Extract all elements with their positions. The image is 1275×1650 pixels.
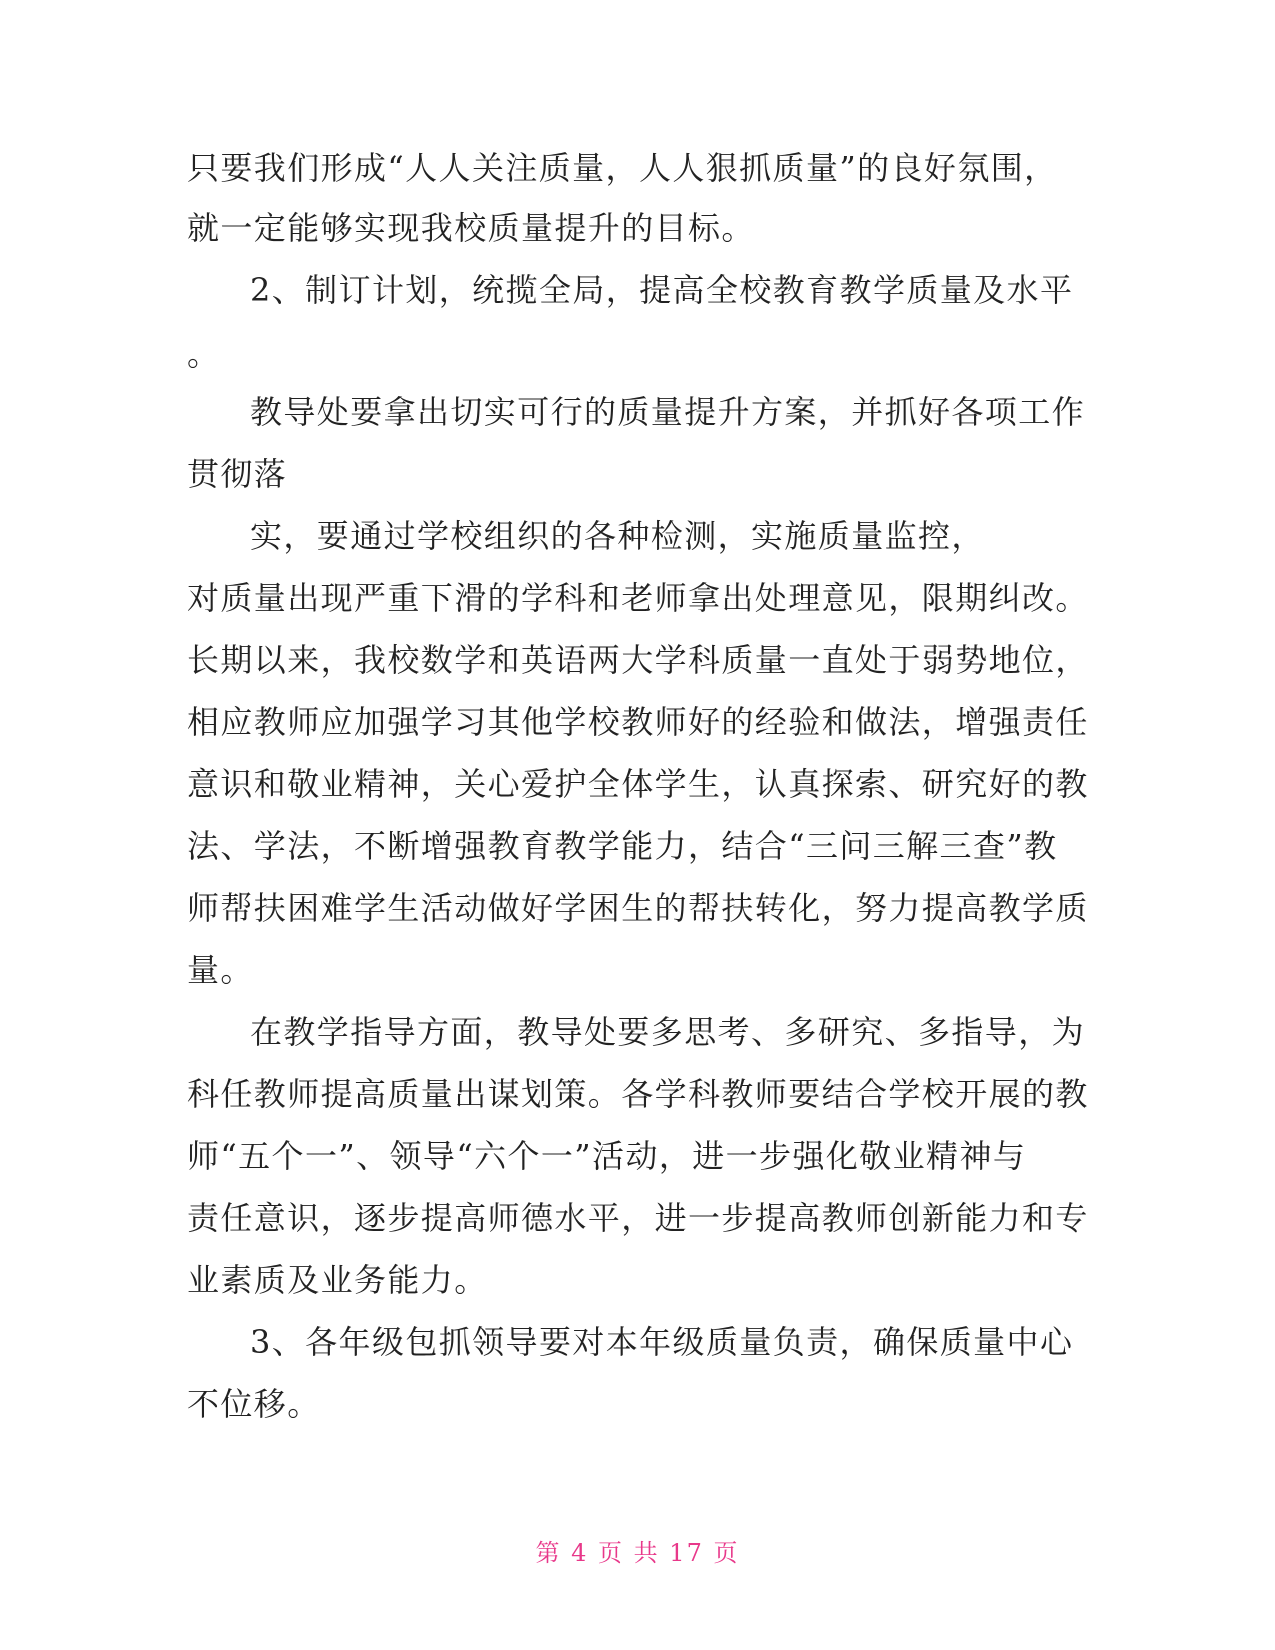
text-line: 相应教师应加强学习其他学校教师好的经验和做法，增强责任: [187, 703, 1089, 741]
text-line: 只要我们形成“人人关注质量，人人狠抓质量”的良好氛围，: [187, 149, 1058, 187]
text-line: 就一定能够实现我校质量提升的目标。: [187, 209, 755, 247]
text-line: 贯彻落: [187, 455, 288, 493]
text-line: 师帮扶困难学生活动做好学困生的帮扶转化，努力提高教学质: [187, 889, 1089, 927]
text-line: 师“五个一”、领导“六个一”活动，进一步强化敬业精神与: [187, 1137, 1027, 1175]
page-number-footer: 第 4 页 共 17 页: [535, 1539, 740, 1567]
text-line: 2、制订计划，统揽全局，提高全校教育教学质量及水平: [250, 271, 1074, 309]
text-line: 意识和敬业精神，关心爱护全体学生，认真探索、研究好的教: [187, 765, 1089, 803]
text-line: 实，要通过学校组织的各种检测，实施质量监控，: [250, 517, 985, 555]
text-line: 量。: [187, 951, 254, 989]
text-line: 在教学指导方面，教导处要多思考、多研究、多指导，为: [250, 1013, 1086, 1051]
text-line: 责任意识，逐步提高师德水平，进一步提高教师创新能力和专: [187, 1199, 1089, 1237]
text-line: 科任教师提高质量出谋划策。各学科教师要结合学校开展的教: [187, 1075, 1089, 1113]
text-line: 长期以来，我校数学和英语两大学科质量一直处于弱势地位，: [187, 641, 1089, 679]
text-line: 教导处要拿出切实可行的质量提升方案，并抓好各项工作: [250, 393, 1086, 431]
text-line: 法、学法，不断增强教育教学能力，结合“三问三解三查”教: [187, 827, 1058, 865]
text-line: 不位移。: [187, 1385, 321, 1423]
text-line: 对质量出现严重下滑的学科和老师拿出处理意见，限期纠改。: [187, 579, 1089, 617]
text-line: 业素质及业务能力。: [187, 1261, 488, 1299]
text-line: 。: [187, 335, 221, 373]
text-line: 3、各年级包抓领导要对本年级质量负责，确保质量中心: [250, 1323, 1074, 1361]
